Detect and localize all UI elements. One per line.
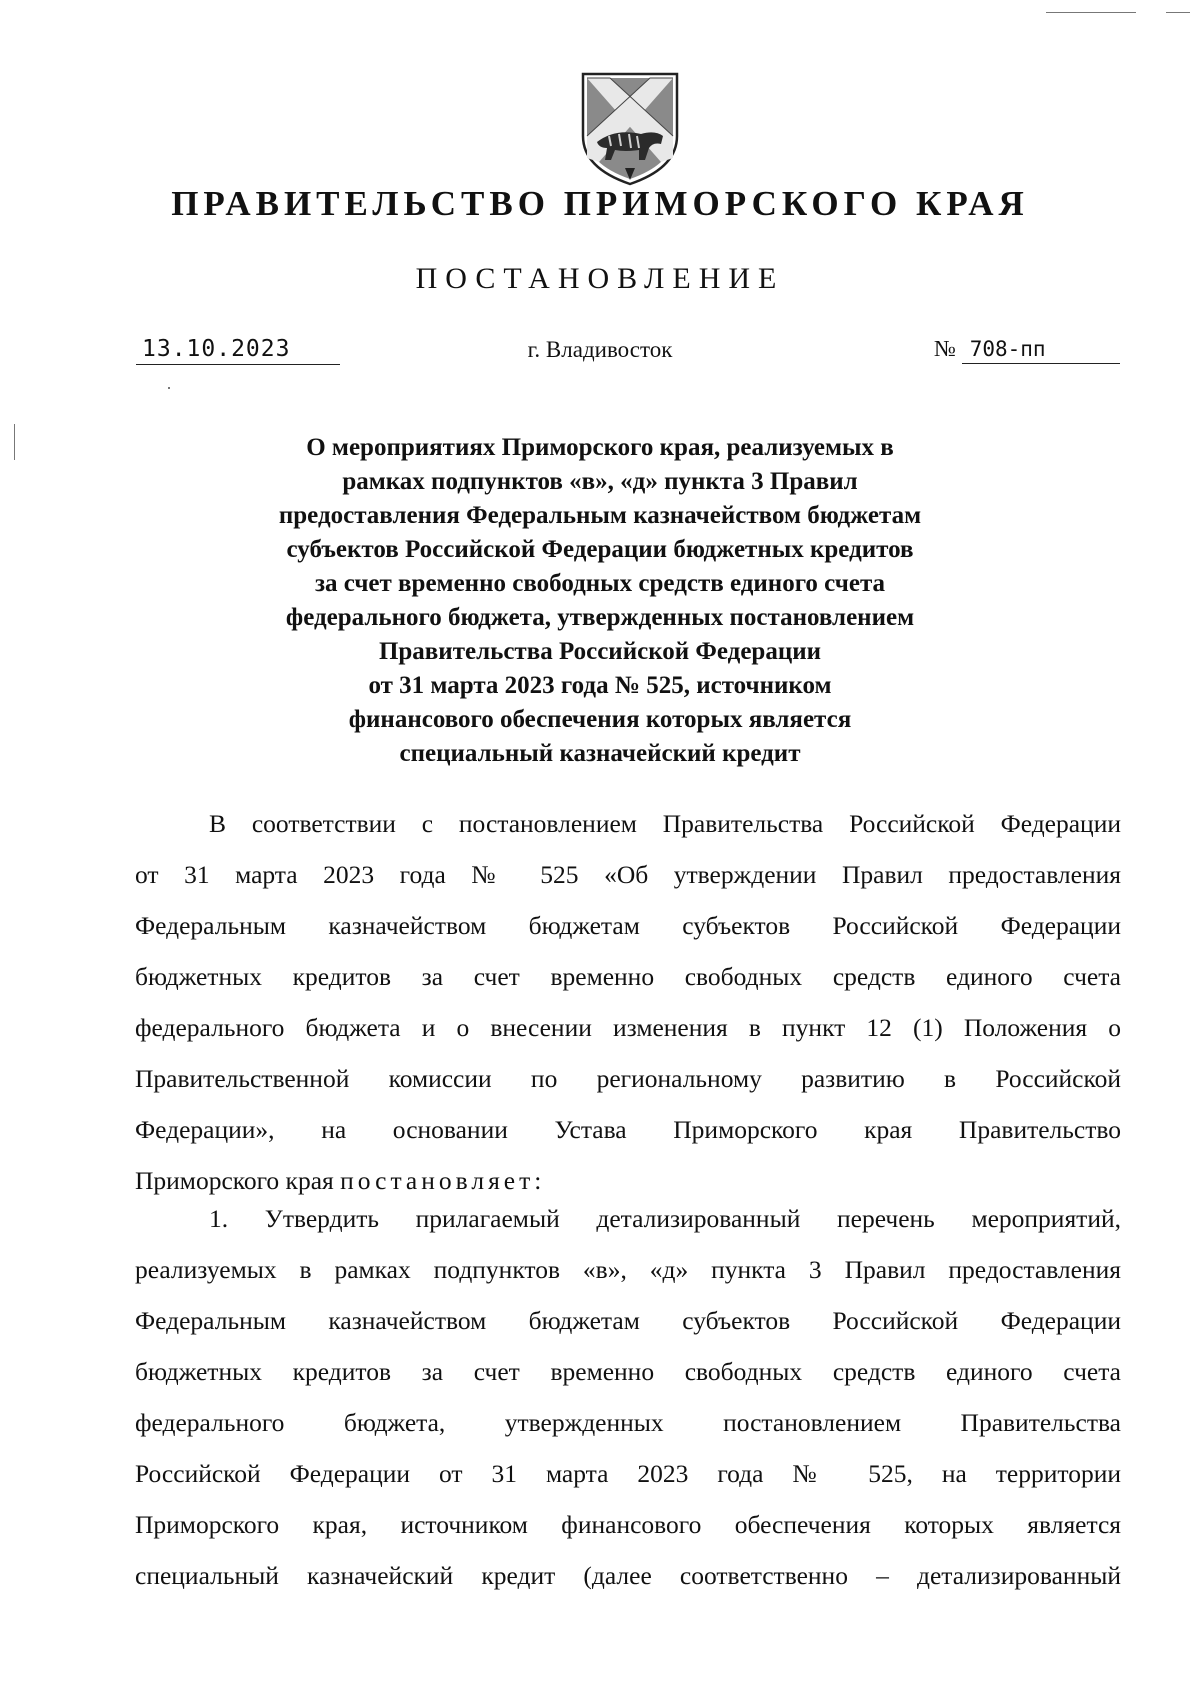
paragraph-line: бюджетных кредитов за счет временно свободных средств единого счета: [135, 1357, 1121, 1386]
paragraph-line: В соответствии с постановлением Правительства Российской Федерации: [209, 809, 1121, 838]
scan-artifact: [1046, 12, 1136, 13]
paragraph-line: Федеральным казначейством бюджетам субъектов Российской Федерации: [135, 911, 1121, 940]
heading-line: предоставления Федеральным казначейством бюджетам: [278, 502, 922, 529]
paragraph-line: специальный казначейский кредит (далее соответственно – детализированный: [135, 1561, 1121, 1590]
scan-artifact: [14, 424, 15, 460]
number-sign: №: [934, 336, 956, 361]
paragraph-line: федерального бюджета и о внесении изменения в пункт 12 (1) Положения о: [135, 1013, 1121, 1042]
coat-of-arms-icon: [575, 70, 685, 188]
item-1-paragraph: [135, 1193, 1121, 1601]
paragraph-line: бюджетных кредитов за счет временно свободных средств единого счета: [135, 962, 1121, 991]
document-city: г. Владивосток: [527, 337, 673, 362]
heading-line: Правительства Российской Федерации: [378, 638, 822, 665]
paragraph-text: Приморского края: [135, 1166, 334, 1195]
paragraph-line: 1. Утвердить прилагаемый детализированный перечень мероприятий,: [209, 1204, 1121, 1233]
paragraph-line: федерального бюджета, утвержденных постановлением Правительства: [135, 1408, 1121, 1437]
heading-line: рамках подпунктов «в», «д» пункта 3 Правил: [342, 468, 858, 495]
document-heading: [200, 431, 1000, 771]
document-number-field: [934, 336, 1120, 364]
heading-line: от 31 марта 2023 года № 525, источником: [368, 672, 832, 699]
paragraph-line: Приморского края, источником финансового обеспечения которых является: [135, 1510, 1121, 1539]
heading-line: субъектов Российской Федерации бюджетных кредитов: [286, 536, 914, 563]
paragraph-line: Федерации», на основании Устава Приморского края Правительство: [135, 1115, 1121, 1144]
scan-artifact: [168, 387, 170, 389]
scan-artifact: [1166, 12, 1190, 13]
document-date: 13.10.2023: [136, 336, 340, 365]
heading-line: О мероприятиях Приморского края, реализуемых в: [306, 434, 894, 461]
heading-line: за счет временно свободных средств единого счета: [314, 570, 886, 597]
document-number: 708-пп: [962, 337, 1120, 364]
heading-line: федерального бюджета, утвержденных постановлением: [285, 604, 915, 631]
decree-keyword: постановляет:: [340, 1166, 546, 1195]
paragraph-line: от 31 марта 2023 года № 525 «Об утверждении Правил предоставления: [135, 860, 1121, 889]
preamble-paragraph: [135, 798, 1121, 1206]
paragraph-line: Правительственной комиссии по региональному развитию в Российской: [135, 1064, 1121, 1093]
heading-line: специальный казначейский кредит: [399, 740, 801, 767]
document-type: ПОСТАНОВЛЕНИЕ: [415, 262, 785, 295]
paragraph-line: реализуемых в рамках подпунктов «в», «д» пункта 3 Правил предоставления: [135, 1255, 1121, 1284]
paragraph-line: Федеральным казначейством бюджетам субъектов Российской Федерации: [135, 1306, 1121, 1335]
paragraph-line: Российской Федерации от 31 марта 2023 года № 525, на территории: [135, 1459, 1121, 1488]
government-title: ПРАВИТЕЛЬСТВО ПРИМОРСКОГО КРАЯ: [171, 184, 1029, 223]
heading-line: финансового обеспечения которых является: [348, 706, 852, 733]
